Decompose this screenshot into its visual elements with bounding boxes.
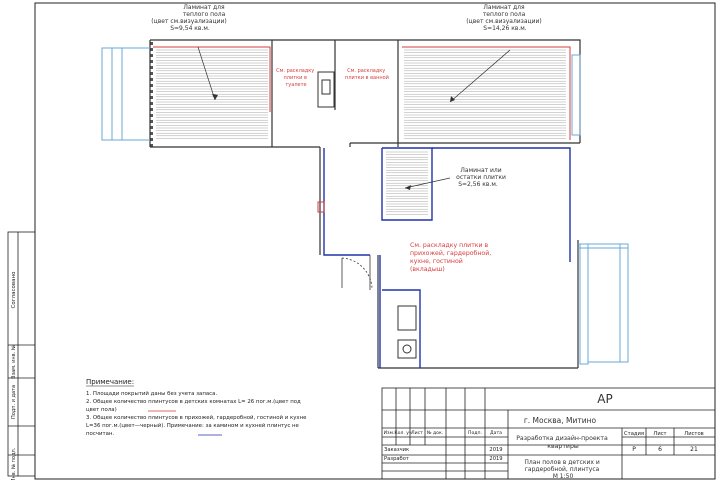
label-tile-bath: См. раскладку плитки в ванной: [345, 68, 389, 81]
laminate-hatch-left: [156, 50, 268, 138]
fixtures: [318, 72, 416, 358]
tb-project: Разработка дизайн-проекта квартиры: [516, 435, 608, 450]
tb-header-date: Дата: [490, 431, 502, 436]
red-borders: [153, 47, 570, 140]
tb-code: АР: [597, 392, 613, 406]
laminate-hatch-right: [404, 50, 566, 138]
tb-stage-header: Стадия: [624, 431, 644, 437]
tb-plan-title: План полов в детских и гардеробной, плинтуса М 1:50: [524, 459, 600, 480]
entry-door: [342, 255, 372, 290]
tb-header-kol: Кол. уч: [394, 431, 412, 436]
tb-header-list: Лист: [411, 431, 423, 436]
tb-sheets-header: Листов: [684, 431, 704, 437]
laminate-hatch-small: [386, 152, 428, 214]
tb-sheet: 6: [658, 446, 662, 453]
notes-lines: 1. Площади покрытий даны без учета запаса. 2. Общее количество плинтусов в детских комнатах L= 26 пог.м.(цвет под цвет пола) 3. Общее количество плинтусов в прихожей, гардеробной, гостиной и кухне L=36 пог.м.(цвет—черный). Примечание: за камином и кухней плинтус не посчитан.: [86, 391, 307, 437]
side-stamp-sogl: Согласовано: [11, 271, 17, 309]
tb-sheets: 21: [690, 446, 698, 453]
label-laminate-small: Ламинат или остатки плитки S=2,56 кв.м.: [456, 167, 506, 188]
side-stamp-podp: Подп. и дата: [11, 384, 17, 420]
tb-role-customer: Заказчик: [384, 447, 410, 453]
tb-header-podp: Подп.: [468, 431, 482, 436]
tb-year-customer: 2019: [489, 447, 503, 453]
notes-title: Примечание:: [86, 378, 135, 386]
label-laminate-right: Ламинат для теплого пола (цвет см.визуализации) S=14,26 кв.м.: [466, 4, 542, 32]
side-stamp-inv: Инв. № подл.: [11, 447, 17, 480]
tb-header-doc: № док.: [426, 431, 444, 436]
windows: [102, 48, 628, 364]
side-stamp-vzam: Взам. инв. №: [11, 345, 17, 379]
label-laminate-left: Ламинат для теплого пола (цвет см.визуализации) S=9,54 кв.м.: [151, 4, 227, 32]
tb-year-developer: 2019: [489, 456, 503, 462]
label-tile-hall: См. раскладку плитки в прихожей, гардеробной, кухне, гостиной (вкладыш): [410, 242, 492, 273]
tb-stage: Р: [632, 446, 636, 453]
tb-sheet-header: Лист: [653, 431, 667, 437]
tb-role-developer: Разработ: [384, 456, 409, 462]
tb-address: г. Москва, Митино: [523, 416, 597, 425]
tb-header-izm: Изм.: [383, 431, 395, 436]
label-tile-toilet: См. раскладку плитки в туалете: [276, 68, 315, 88]
